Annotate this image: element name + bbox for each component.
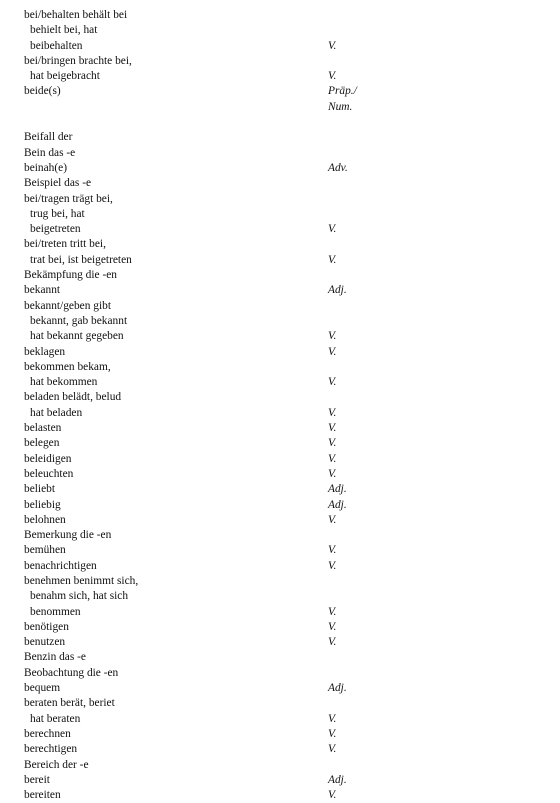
entry-headword: benehmen benimmt sich, [24,574,139,587]
entry-headword: bei/bringen brachte bei, [24,54,132,67]
entry-headword: Beifall der [24,131,73,144]
part-of-speech: Adj. [328,682,347,695]
entry-headword: beleuchten [24,467,74,480]
entry-headword: beliebig [24,498,61,511]
entry-headword: beliebt [24,483,55,496]
part-of-speech: V. [328,559,337,572]
entry-headword: bekommen bekam, [24,360,111,373]
entry-continuation: trat bei, ist beigetreten [30,253,132,266]
part-of-speech: Präp./ [328,85,357,98]
part-of-speech: V. [328,70,337,83]
part-of-speech: V. [328,452,337,465]
entry-headword: benötigen [24,620,69,633]
entry-headword: benutzen [24,636,66,649]
vocab-entry [24,237,544,268]
vocab-entry [24,513,544,528]
vocab-entry [24,528,544,543]
entry-headword: Beobachtung die -en [24,666,119,679]
part-of-speech: V. [328,727,337,740]
part-of-speech: V. [328,789,337,802]
entry-headword: bemühen [24,544,66,557]
part-of-speech: V. [328,345,337,358]
part-of-speech: V. [328,376,337,389]
entry-headword: berechnen [24,727,71,740]
vocab-entry [24,666,544,681]
entry-headword: belohnen [24,513,66,526]
vocab-entry [24,543,544,558]
vocab-entry [24,360,544,391]
part-of-speech: V. [328,330,337,343]
vocab-entry [24,559,544,574]
vocab-entry [24,742,544,757]
entry-continuation: hat bekannt gegeben [30,330,124,343]
vocab-entry [24,696,544,727]
entry-headword: beleidigen [24,452,72,465]
entry-headword: Benzin das -e [24,651,86,664]
part-of-speech: V. [328,437,337,450]
vocab-entry [24,176,544,191]
vocab-entry [24,650,544,665]
entry-headword: bei/tragen trägt bei, [24,192,113,205]
entry-continuation: hat bekommen [30,376,98,389]
vocab-entry [24,773,544,788]
entry-continuation: trug bei, hat [30,207,85,220]
vocab-entry [24,161,544,176]
vocab-entry [24,788,544,803]
entry-headword: beide(s) [24,85,61,98]
part-of-speech: V. [328,422,337,435]
entry-continuation: hat beraten [30,712,81,725]
entry-headword: Bemerkung die -en [24,529,112,542]
vocab-entry [24,390,544,421]
vocab-entry [24,574,544,620]
part-of-speech-continuation: Num. [328,100,353,113]
entry-headword: beraten berät, beriet [24,697,115,710]
vocab-entry [24,452,544,467]
entry-continuation: hat beladen [30,406,83,419]
part-of-speech: V. [328,467,337,480]
part-of-speech: V. [328,406,337,419]
entry-headword: bei/treten tritt bei, [24,238,106,251]
entry-continuation: beibehalten [30,39,83,52]
entry-continuation: bekannt, gab bekannt [30,314,128,327]
entry-continuation: hat beigebracht [30,70,100,83]
entry-headword: berechtigen [24,743,78,756]
part-of-speech: V. [328,712,337,725]
vocab-entry [24,620,544,635]
part-of-speech: Adv. [328,161,348,174]
entry-continuation: behielt bei, hat [30,24,98,37]
entry-headword: bereiten [24,789,61,802]
part-of-speech: V. [328,544,337,557]
entry-continuation: benahm sich, hat sich [30,590,129,603]
part-of-speech: V. [328,605,337,618]
entry-headword [24,115,544,130]
entry-headword: beklagen [24,345,66,358]
part-of-speech: V. [328,743,337,756]
entry-headword: bereit [24,773,50,786]
vocab-entry [24,436,544,451]
part-of-speech: V. [328,39,337,52]
vocab-entry [24,8,544,54]
part-of-speech: Adj. [328,498,347,511]
entry-headword: bei/behalten behält bei [24,9,128,21]
vocab-entry [24,482,544,497]
vocab-entry [24,54,544,85]
entry-headword: Beispiel das -e [24,177,92,190]
vocab-entry [24,681,544,696]
part-of-speech: Adj. [328,483,347,496]
entry-continuation: benommen [30,605,81,618]
entry-headword: bekannt [24,284,61,297]
entry-headword: benachrichtigen [24,559,97,572]
entry-headword: Bereich der -e [24,758,89,771]
vocab-entry [24,115,544,130]
vocab-entry [24,635,544,650]
vocabulary-list [24,8,544,803]
vocab-entry [24,727,544,742]
part-of-speech: Adj. [328,284,347,297]
vocab-entry [24,84,544,115]
vocab-entry [24,498,544,513]
entry-spacer [24,100,544,115]
vocab-entry [24,299,544,345]
entry-headword: beladen belädt, belud [24,391,122,404]
part-of-speech: V. [328,223,337,236]
entry-headword: Bekämpfung die -en [24,269,117,282]
vocab-entry [24,283,544,298]
vocab-entry [24,268,544,283]
vocab-entry [24,467,544,482]
part-of-speech: V. [328,253,337,266]
vocab-entry [24,421,544,436]
entry-headword: belasten [24,422,62,435]
part-of-speech: Adj. [328,773,347,786]
entry-headword: Bein das -e [24,146,76,159]
part-of-speech: V. [328,513,337,526]
entry-headword: beinah(e) [24,161,68,174]
part-of-speech: V. [328,636,337,649]
vocab-entry [24,146,544,161]
vocab-entry [24,130,544,145]
entry-continuation: beigetreten [30,223,81,236]
entry-headword: bequem [24,682,61,695]
part-of-speech: V. [328,620,337,633]
vocab-entry [24,345,544,360]
entry-headword: bekannt/geben gibt [24,299,111,312]
entry-headword: belegen [24,437,60,450]
vocab-entry [24,758,544,773]
vocab-entry [24,192,544,238]
